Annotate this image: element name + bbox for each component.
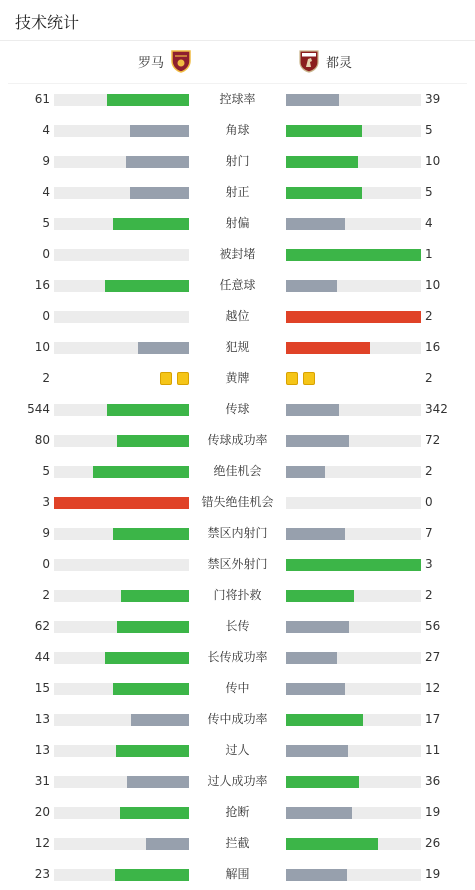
away-value: 5: [425, 123, 433, 137]
home-bar-track: [54, 125, 189, 137]
stat-row: [0, 518, 475, 549]
away-bar-track: [286, 776, 421, 788]
home-value: 0: [42, 309, 50, 323]
home-bar-track: [54, 528, 189, 540]
stat-label: 越位: [225, 309, 250, 323]
away-value: 2: [425, 309, 433, 323]
away-value: 39: [425, 92, 441, 106]
away-bar-track: [286, 590, 421, 602]
away-bar-track: [286, 621, 421, 633]
away-bar-track: [286, 466, 421, 478]
home-value: 2: [42, 371, 50, 385]
away-bar-track: [286, 249, 421, 261]
yellow-card-icon: [303, 372, 315, 385]
away-value: 0: [425, 495, 433, 509]
home-bar-track: [54, 745, 189, 757]
stat-row: [0, 177, 475, 208]
stat-row: [0, 208, 475, 239]
away-bar: [286, 187, 362, 199]
home-bar-track: [54, 807, 189, 819]
home-bar: [116, 745, 189, 757]
away-bar-track: [286, 497, 421, 509]
teams-header: [8, 41, 467, 84]
stat-label: 黄牌: [225, 371, 250, 385]
home-bar-track: [54, 435, 189, 447]
home-value: 544: [27, 402, 50, 416]
home-bar-track: [54, 156, 189, 168]
stat-row: [0, 735, 475, 766]
away-bar: [286, 652, 337, 664]
home-value: 0: [42, 247, 50, 261]
away-bar-track: [286, 838, 421, 850]
stat-row: [0, 301, 475, 332]
away-value: 10: [425, 154, 441, 168]
home-value: 2: [42, 588, 50, 602]
home-value: 20: [34, 805, 50, 819]
stat-label: 犯规: [225, 340, 250, 354]
stat-row: [0, 239, 475, 270]
home-bar-track: [54, 652, 189, 664]
home-bar: [115, 869, 189, 881]
home-bar: [120, 807, 189, 819]
home-value: 80: [34, 433, 50, 447]
stat-label: 抢断: [225, 805, 250, 819]
home-bar: [130, 187, 189, 199]
home-bar-track: [54, 94, 189, 106]
away-bar: [286, 249, 421, 261]
away-team-name: 都灵: [326, 55, 353, 71]
home-bar: [138, 342, 189, 354]
stat-row: [0, 766, 475, 797]
home-bar: [146, 838, 189, 850]
home-value: 5: [42, 216, 50, 230]
home-bar-track: [54, 776, 189, 788]
stat-label: 过人成功率: [207, 774, 268, 788]
stat-label: 射正: [225, 185, 250, 199]
away-value: 342: [425, 402, 448, 416]
away-bar: [286, 869, 347, 881]
home-value: 13: [34, 712, 50, 726]
away-bar-track: [286, 435, 421, 447]
home-value: 15: [34, 681, 50, 695]
away-bar-track: [286, 187, 421, 199]
away-bar-track: [286, 280, 421, 292]
home-value: 16: [34, 278, 50, 292]
stat-label: 传中: [225, 681, 250, 695]
stat-label: 被封堵: [219, 247, 256, 261]
home-team[interactable]: [138, 49, 192, 73]
away-bar: [286, 590, 354, 602]
stat-row: [0, 332, 475, 363]
home-bar: [113, 683, 189, 695]
away-value: 7: [425, 526, 433, 540]
away-bar-track: [286, 404, 421, 416]
away-bar: [286, 807, 352, 819]
away-bar-track: [286, 156, 421, 168]
away-bar-track: [286, 807, 421, 819]
home-bar-track: [54, 621, 189, 633]
home-bar: [117, 435, 189, 447]
home-bar-track: [54, 404, 189, 416]
stat-row: [0, 456, 475, 487]
stat-row: [0, 580, 475, 611]
away-bar-track: [286, 311, 421, 323]
home-bar-track: [54, 249, 189, 261]
home-value: 23: [34, 867, 50, 881]
away-bar: [286, 94, 339, 106]
home-bar: [113, 218, 189, 230]
home-value: 44: [34, 650, 50, 664]
stat-label: 错失绝佳机会: [201, 495, 274, 509]
torino-crest-icon: [298, 49, 320, 73]
stat-label: 任意球: [219, 278, 256, 292]
home-bar-track: [54, 311, 189, 323]
away-bar: [286, 311, 421, 323]
yellow-card-icon: [160, 372, 172, 385]
home-bar-track: [54, 466, 189, 478]
away-bar: [286, 125, 362, 137]
away-bar: [286, 776, 359, 788]
stat-row: [0, 642, 475, 673]
home-value: 4: [42, 185, 50, 199]
stat-label: 传球: [225, 402, 250, 416]
yellow-card-icon: [177, 372, 189, 385]
away-bar: [286, 838, 378, 850]
home-bar-track: [54, 590, 189, 602]
away-bar: [286, 621, 349, 633]
roma-crest-icon: [170, 49, 192, 73]
home-bar: [131, 714, 189, 726]
stat-label: 角球: [225, 123, 250, 137]
home-bar-track: [54, 714, 189, 726]
stat-label: 解围: [225, 867, 250, 881]
away-bar: [286, 528, 345, 540]
away-bar: [286, 745, 348, 757]
stat-label: 长传成功率: [207, 650, 268, 664]
stat-row: [0, 487, 475, 518]
stat-row: [0, 84, 475, 115]
stat-label: 传中成功率: [207, 712, 268, 726]
home-value: 4: [42, 123, 50, 137]
away-bar-track: [286, 528, 421, 540]
home-bar-track: [54, 218, 189, 230]
home-bar: [113, 528, 189, 540]
home-team-name: 罗马: [138, 55, 165, 71]
away-bar-track: [286, 745, 421, 757]
home-bar: [117, 621, 189, 633]
stat-row: [0, 549, 475, 580]
home-value: 12: [34, 836, 50, 850]
away-value: 3: [425, 557, 433, 571]
home-bar: [107, 404, 189, 416]
away-bar: [286, 218, 345, 230]
away-value: 16: [425, 340, 441, 354]
stat-label: 射门: [225, 154, 250, 168]
home-bar: [130, 125, 189, 137]
home-bar-track: [54, 559, 189, 571]
home-bar-track: [54, 869, 189, 881]
stat-row: [0, 859, 475, 890]
stat-label: 拦截: [225, 836, 250, 850]
away-value: 12: [425, 681, 441, 695]
away-value: 2: [425, 588, 433, 602]
stat-row: [0, 394, 475, 425]
away-value: 4: [425, 216, 433, 230]
stat-row: [0, 425, 475, 456]
away-value: 27: [425, 650, 441, 664]
away-bar: [286, 156, 358, 168]
home-bar: [105, 652, 189, 664]
away-bar-track: [286, 125, 421, 137]
home-bar: [127, 776, 189, 788]
stat-row: [0, 828, 475, 859]
home-value: 62: [34, 619, 50, 633]
home-bar: [126, 156, 189, 168]
away-bar: [286, 559, 421, 571]
away-bar-track: [286, 683, 421, 695]
home-bar-track: [54, 280, 189, 292]
away-value: 36: [425, 774, 441, 788]
home-yellow-cards: [160, 372, 189, 385]
away-value: 17: [425, 712, 441, 726]
home-bar: [107, 94, 189, 106]
stat-row: [0, 611, 475, 642]
stats-list: [0, 84, 475, 890]
away-bar-track: [286, 94, 421, 106]
home-value: 0: [42, 557, 50, 571]
away-value: 56: [425, 619, 441, 633]
stat-row: [0, 115, 475, 146]
stat-label: 射偏: [225, 216, 250, 230]
home-bar-track: [54, 683, 189, 695]
away-value: 5: [425, 185, 433, 199]
home-value: 13: [34, 743, 50, 757]
yellow-card-icon: [286, 372, 298, 385]
away-bar-track: [286, 714, 421, 726]
home-bar: [93, 466, 189, 478]
page-title: 技术统计: [15, 13, 80, 32]
home-value: 10: [34, 340, 50, 354]
stat-row: [0, 270, 475, 301]
home-bar-track: [54, 497, 189, 509]
home-value: 5: [42, 464, 50, 478]
home-bar-track: [54, 187, 189, 199]
away-value: 72: [425, 433, 441, 447]
away-bar-track: [286, 218, 421, 230]
away-bar: [286, 466, 325, 478]
away-bar: [286, 342, 370, 354]
stat-row: [0, 797, 475, 828]
stat-label: 过人: [225, 743, 250, 757]
away-value: 1: [425, 247, 433, 261]
away-value: 19: [425, 867, 441, 881]
away-value: 11: [425, 743, 441, 757]
stat-row: [0, 363, 475, 394]
home-value: 3: [42, 495, 50, 509]
home-bar: [121, 590, 189, 602]
home-bar-track: [54, 342, 189, 354]
away-bar: [286, 714, 363, 726]
home-value: 9: [42, 526, 50, 540]
away-bar: [286, 404, 339, 416]
home-value: 31: [34, 774, 50, 788]
stat-label: 禁区内射门: [207, 526, 268, 540]
home-bar: [54, 497, 189, 509]
away-bar-track: [286, 342, 421, 354]
away-value: 26: [425, 836, 441, 850]
away-bar: [286, 683, 345, 695]
stat-label: 传球成功率: [207, 433, 268, 447]
page-header: [0, 0, 475, 41]
home-value: 9: [42, 154, 50, 168]
away-value: 19: [425, 805, 441, 819]
away-bar: [286, 435, 349, 447]
stat-label: 门将扑救: [213, 588, 262, 602]
stat-label: 长传: [225, 619, 250, 633]
away-value: 2: [425, 464, 433, 478]
away-yellow-cards: [286, 372, 315, 385]
away-bar-track: [286, 559, 421, 571]
stat-row: [0, 146, 475, 177]
home-value: 61: [34, 92, 50, 106]
home-bar: [105, 280, 189, 292]
stat-row: [0, 704, 475, 735]
stat-label: 控球率: [219, 92, 256, 106]
stat-row: [0, 673, 475, 704]
away-value: 2: [425, 371, 433, 385]
away-team[interactable]: [298, 49, 352, 73]
stat-label: 绝佳机会: [213, 464, 262, 478]
stat-label: 禁区外射门: [207, 557, 268, 571]
away-value: 10: [425, 278, 441, 292]
away-bar: [286, 280, 337, 292]
away-bar-track: [286, 869, 421, 881]
home-bar-track: [54, 838, 189, 850]
away-bar-track: [286, 652, 421, 664]
